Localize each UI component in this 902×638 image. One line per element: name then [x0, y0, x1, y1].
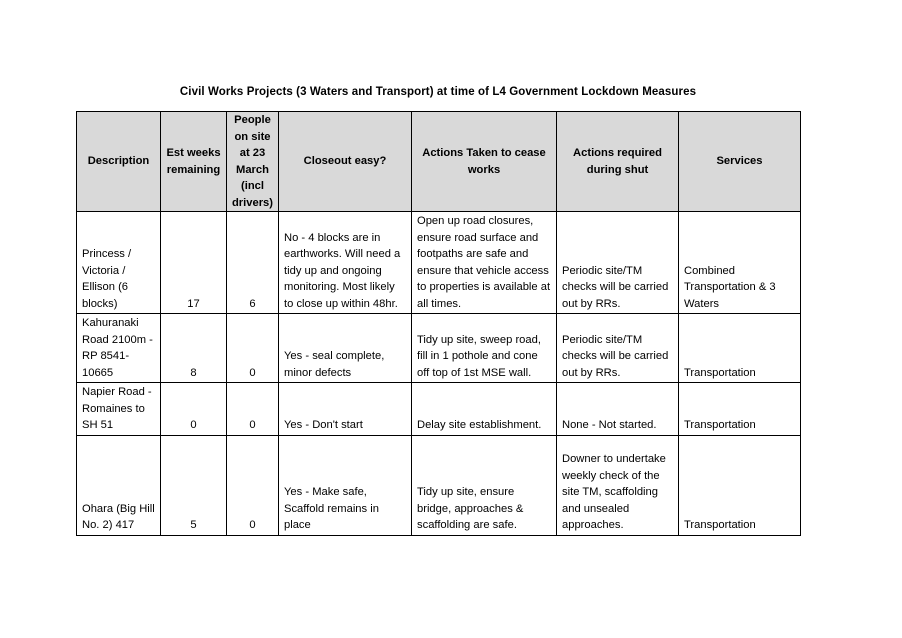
- cell-closeout: Yes - Make safe, Scaffold remains in place: [279, 435, 412, 535]
- cell-people: 0: [227, 383, 279, 436]
- cell-est-weeks: 5: [161, 435, 227, 535]
- cell-est-weeks: 17: [161, 212, 227, 314]
- civil-works-table: [76, 111, 801, 536]
- cell-actions-taken: Tidy up site, ensure bridge, approaches & scaffolding are safe.: [412, 435, 557, 535]
- cell-est-weeks: 0: [161, 383, 227, 436]
- cell-services: Transportation: [679, 383, 801, 436]
- cell-description: Princess / Victoria / Ellison (6 blocks): [77, 212, 161, 314]
- cell-actions-required: Periodic site/TM checks will be carried out by RRs.: [557, 314, 679, 383]
- cell-actions-required: Periodic site/TM checks will be carried out by RRs.: [557, 212, 679, 314]
- cell-est-weeks: 8: [161, 314, 227, 383]
- cell-description: Ohara (Big Hill No. 2) 417: [77, 435, 161, 535]
- cell-actions-taken: Delay site establishment.: [412, 383, 557, 436]
- header-est-weeks: Est weeks remaining: [161, 112, 227, 212]
- header-row: [77, 112, 801, 212]
- cell-actions-required: None - Not started.: [557, 383, 679, 436]
- cell-services: Combined Transportation & 3 Waters: [679, 212, 801, 314]
- cell-people: 0: [227, 435, 279, 535]
- cell-services: Transportation: [679, 314, 801, 383]
- table-row: [77, 314, 801, 383]
- header-description: Description: [77, 112, 161, 212]
- cell-actions-taken: Open up road closures, ensure road surface and footpaths are safe and ensure that vehicle access to properties is available at all times.: [412, 212, 557, 314]
- header-people-on-site: People on site at 23 March (incl drivers): [227, 112, 279, 212]
- table-row: [77, 435, 801, 535]
- table-row: [77, 212, 801, 314]
- cell-closeout: Yes - seal complete, minor defects: [279, 314, 412, 383]
- header-actions-required: Actions required during shut: [557, 112, 679, 212]
- cell-description: Napier Road - Romaines to SH 51: [77, 383, 161, 436]
- document-title: Civil Works Projects (3 Waters and Transport) at time of L4 Government Lockdown Measures: [179, 86, 697, 98]
- cell-closeout: No - 4 blocks are in earthworks. Will need a tidy up and ongoing monitoring. Most likely to close up within 48hr.: [279, 212, 412, 314]
- cell-actions-required: Downer to undertake weekly check of the site TM, scaffolding and unsealed approaches.: [557, 435, 679, 535]
- cell-people: 0: [227, 314, 279, 383]
- header-closeout: Closeout easy?: [279, 112, 412, 212]
- cell-people: 6: [227, 212, 279, 314]
- cell-services: Transportation: [679, 435, 801, 535]
- table-row: [77, 383, 801, 436]
- cell-description: Kahuranaki Road 2100m - RP 8541-10665: [77, 314, 161, 383]
- header-services: Services: [679, 112, 801, 212]
- cell-actions-taken: Tidy up site, sweep road, fill in 1 pothole and cone off top of 1st MSE wall.: [412, 314, 557, 383]
- header-actions-taken: Actions Taken to cease works: [412, 112, 557, 212]
- cell-closeout: Yes - Don't start: [279, 383, 412, 436]
